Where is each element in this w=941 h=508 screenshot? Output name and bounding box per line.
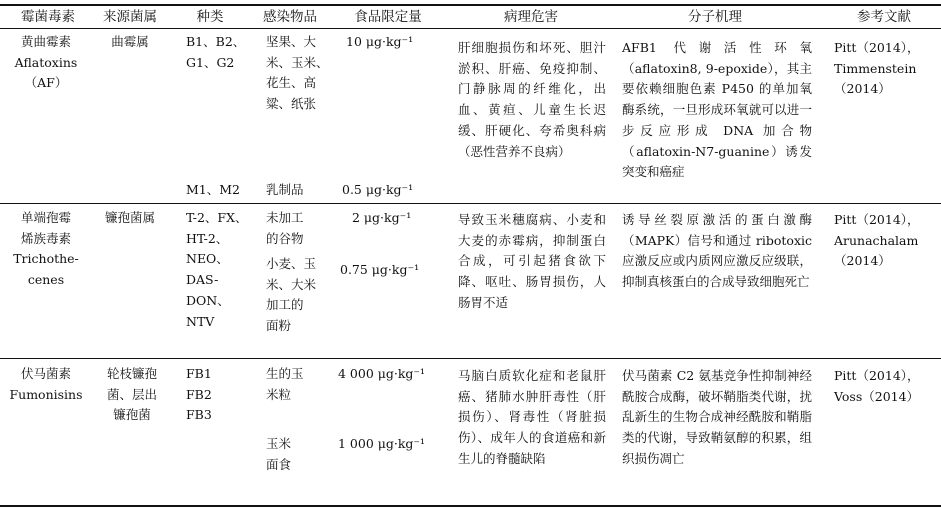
source-genus: 轮枝镰孢 菌、层出 镰孢菌 <box>106 366 157 423</box>
food-limit: 10 μg·kg⁻¹ <box>346 34 414 49</box>
row-divider-2 <box>0 358 941 359</box>
infected-items-secondary: 乳制品 <box>266 182 304 197</box>
header-source: 来源菌属 <box>103 9 157 25</box>
references: Pitt（2014）， Timmenstein （2014） <box>834 40 920 97</box>
molecular-mechanism: AFB1 代谢活性环氧（aflatoxin8, 9-epoxide），其主要依赖细胞色素 P450 的单加氧酶系统，一旦形成环氧就可以进一步反应形成 DNA 加合物（aflatoxin-N7-guanine）诱发突变和癌症 <box>622 40 812 180</box>
infected-items-secondary: 玉米 面食 <box>266 436 292 472</box>
source-genus: 曲霉属 <box>111 34 149 49</box>
food-limit-secondary: 0.75 μg·kg⁻¹ <box>340 262 420 277</box>
infected-items: 坚果、大 米、玉米、 花生、高 粱、纸张 <box>266 34 329 112</box>
food-limit-secondary: 1 000 μg·kg⁻¹ <box>338 436 426 451</box>
row-divider-1 <box>0 203 941 204</box>
references: Pitt（2014）， Arunachalam （2014） <box>834 212 920 269</box>
toxin-types: B1、B2、 G1、G2 <box>186 34 246 70</box>
food-limit: 4 000 μg·kg⁻¹ <box>338 366 426 381</box>
header-toxin: 霉菌毒素 <box>21 9 75 25</box>
food-limit: 2 μg·kg⁻¹ <box>352 210 412 225</box>
header-refs: 参考文献 <box>857 9 911 25</box>
toxin-name: 单端孢霉 烯族毒素 Trichothe- cenes <box>13 210 79 288</box>
pathological-harm: 肝细胞损伤和坏死、胆汁淤积、肝癌、免疫抑制、门静脉周的纤维化，出血、黄疸、儿童生长迟缓、肝硬化、夸希奥科病（恶性营养不良病） <box>458 40 606 159</box>
food-limit-secondary: 0.5 μg·kg⁻¹ <box>342 182 414 197</box>
toxin-name: 黄曲霉素 Aflatoxins （AF） <box>14 34 78 91</box>
toxin-types: FB1 FB2 FB3 <box>186 366 212 423</box>
references: Pitt（2014）， Voss（2014） <box>834 368 920 404</box>
toxin-name: 伏马菌素 Fumonisins <box>9 366 83 402</box>
molecular-mechanism: 诱导丝裂原激活的蛋白激酶（MAPK）信号和通过 ribotoxic 应激反应或内质网应激反应级联，抑制真核蛋白的合成导致细胞死亡 <box>622 212 812 290</box>
header-items: 感染物品 <box>263 9 317 25</box>
molecular-mechanism: 伏马菌素 C2 氨基竞争性抑制神经酰胺合成酶，破坏鞘脂类代谢，扰乱新生的生物合成神经酰胺和鞘脂类的代谢，导致鞘氨醇的积累，组织损伤凋亡 <box>622 368 812 466</box>
header-types: 种类 <box>196 9 224 25</box>
source-genus: 镰孢菌属 <box>104 210 155 225</box>
pathological-harm: 马脑白质软化症和老鼠肝癌、猪肺水肿肝毒性（肝损伤）、肾毒性（肾脏损伤）、成年人的食道癌和新生儿的脊髓缺陷 <box>458 368 606 466</box>
toxin-types: T-2、FX、 HT-2、 NEO、 DAS- DON、 NTV <box>186 210 248 329</box>
infected-items: 未加工 的谷物 <box>266 210 304 246</box>
header-harm: 病理危害 <box>504 9 558 25</box>
table-bottom-rule <box>0 505 941 507</box>
infected-items: 生的玉 米粒 <box>266 366 304 402</box>
infected-items-secondary: 小麦、玉 米、大米 加工的 面粉 <box>266 256 317 334</box>
toxin-types-secondary: M1、M2 <box>186 182 241 197</box>
header-limit: 食品限定量 <box>354 9 422 25</box>
pathological-harm: 导致玉米穗腐病、小麦和大麦的赤霉病，抑制蛋白合成，可引起猪食欲下降、呕吐、肠胃损伤，人肠胃不适 <box>458 212 606 310</box>
header-mechanism: 分子机理 <box>688 9 742 25</box>
